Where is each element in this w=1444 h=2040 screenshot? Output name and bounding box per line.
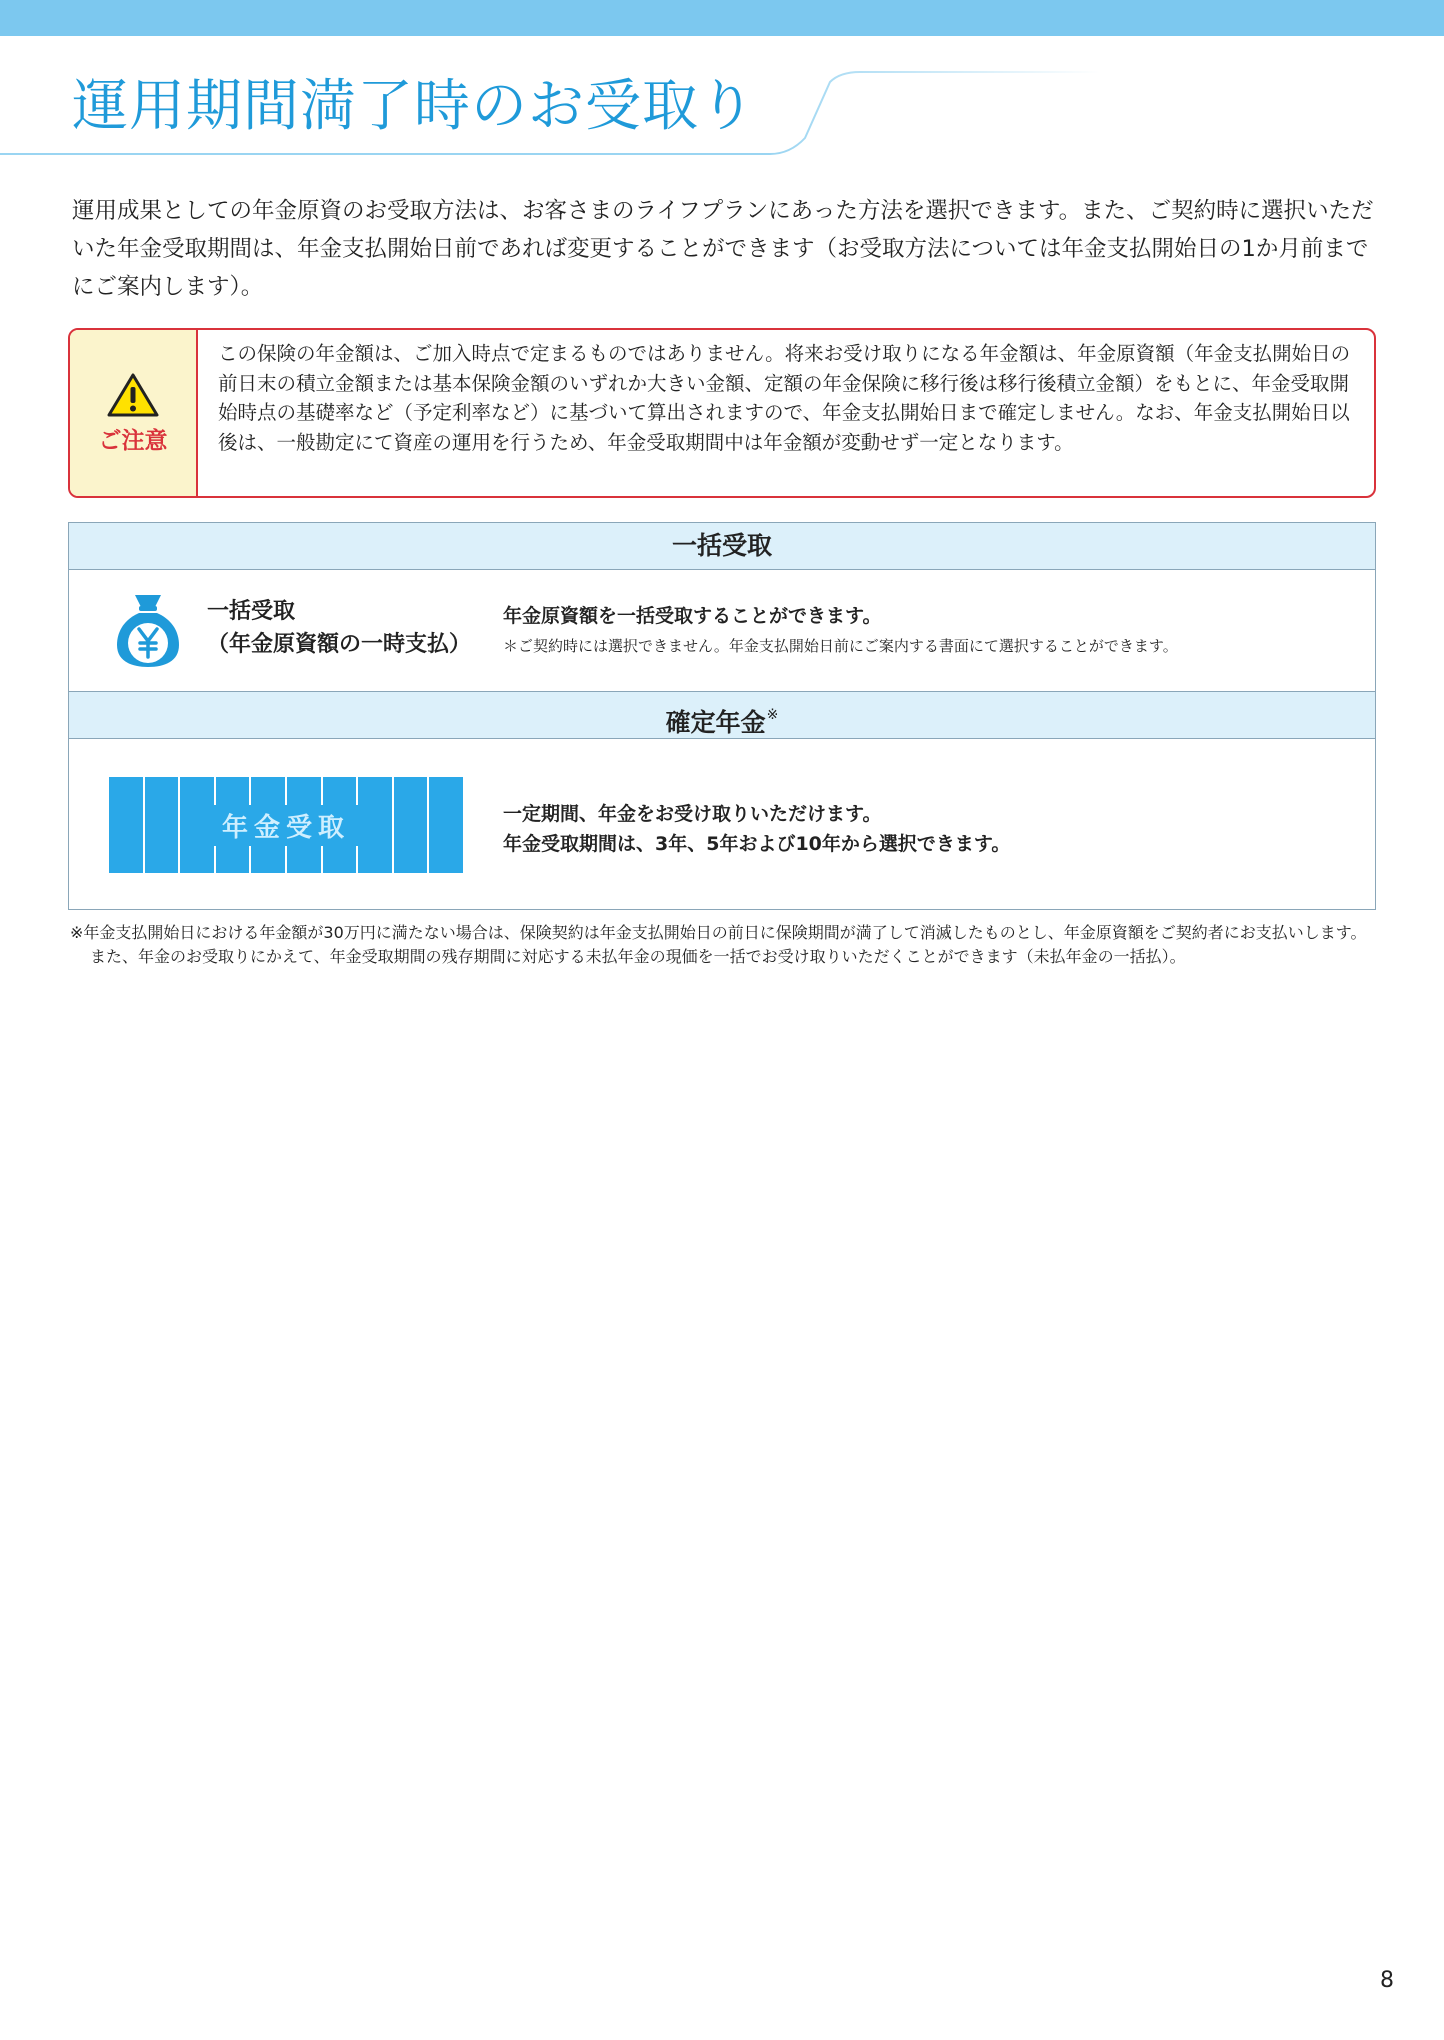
annuity-bar-segment xyxy=(358,777,392,873)
annuity-bar-segment xyxy=(323,777,357,873)
page-title: 運用期間満了時のお受取り xyxy=(72,74,756,139)
warning-icon xyxy=(107,372,159,418)
fixed-annuity-heading-mark: ※ xyxy=(766,707,779,723)
annuity-bar-segment xyxy=(394,777,428,873)
top-color-band xyxy=(0,0,1444,36)
lump-sum-note: ＊ご契約時には選択できません。年金支払開始日前にご案内する書面にて選択することができます。 xyxy=(503,637,1178,655)
intro-paragraph: 運用成果としての年金原資のお受取方法は、お客さまのライフプランにあった方法を選択できます。また、ご契約時に選択いただいた年金受取期間は、年金支払開始日前であれば変更することができます（お受取方法については年金支払開始日の1か月前までにご案内します）。 xyxy=(72,198,1374,300)
lump-sum-description: 年金原資額を一括受取することができます。 xyxy=(503,605,882,627)
yen-money-bag-icon xyxy=(115,591,181,669)
fixed-annuity-heading xyxy=(69,691,1375,739)
annuity-bar-segment xyxy=(216,777,250,873)
payout-options-table xyxy=(68,522,1376,910)
caution-label: ご注意 xyxy=(98,427,168,454)
fixed-annuity-description-1: 一定期間、年金をお受け取りいただけます。 xyxy=(503,803,882,825)
footnote: ※年金支払開始日における年金額が30万円に満たない場合は、保険契約は年金支払開始日の前日に保険期間が満了して消滅したものとし、年金原資額をご契約者にお支払いします。また、年金のお受取りにかえて、年金受取期間の残存期間に対応する未払年金の現価を一括でお受け取りいただくことができます（未払年金の一括払）。 xyxy=(70,923,1367,966)
page-number: 8 xyxy=(1380,1968,1394,1993)
annuity-bar-segment xyxy=(145,777,179,873)
lump-sum-name-line2: （年金原資額の一時支払） xyxy=(207,632,472,657)
lump-sum-name xyxy=(207,595,471,661)
fixed-annuity-description-2: 年金受取期間は、3年、5年および10年から選択できます。 xyxy=(503,833,1011,855)
annuity-payment-bar xyxy=(109,777,463,873)
lump-sum-name-line1: 一括受取 xyxy=(207,599,296,624)
caution-side-panel xyxy=(70,330,198,496)
annuity-bar-label: 年金受取 xyxy=(214,805,358,846)
annuity-bar-segment xyxy=(429,777,463,873)
caution-box xyxy=(68,328,1376,498)
annuity-bar-segment xyxy=(109,777,143,873)
fixed-annuity-heading-text: 確定年金 xyxy=(665,708,766,737)
annuity-bar-segment xyxy=(287,777,321,873)
lump-sum-heading: 一括受取 xyxy=(69,523,1375,570)
annuity-bar-segment xyxy=(180,777,214,873)
annuity-bar-segment xyxy=(251,777,285,873)
caution-text: この保険の年金額は、ご加入時点で定まるものではありません。将来お受け取りになる年金額は、年金原資額（年金支払開始日の前日末の積立金額または基本保険金額のいずれか大きい金額、定額の年金保険に移行後は移行後積立金額）をもとに、年金受取開始時点の基礎率など（予定利率など）に基づいて算出されますので、年金支払開始日まで確定しません。なお、年金支払開始日以後は、一般勘定にて資産の運用を行うため、年金受取期間中は年金額が変動せず一定となります。 xyxy=(218,342,1351,454)
